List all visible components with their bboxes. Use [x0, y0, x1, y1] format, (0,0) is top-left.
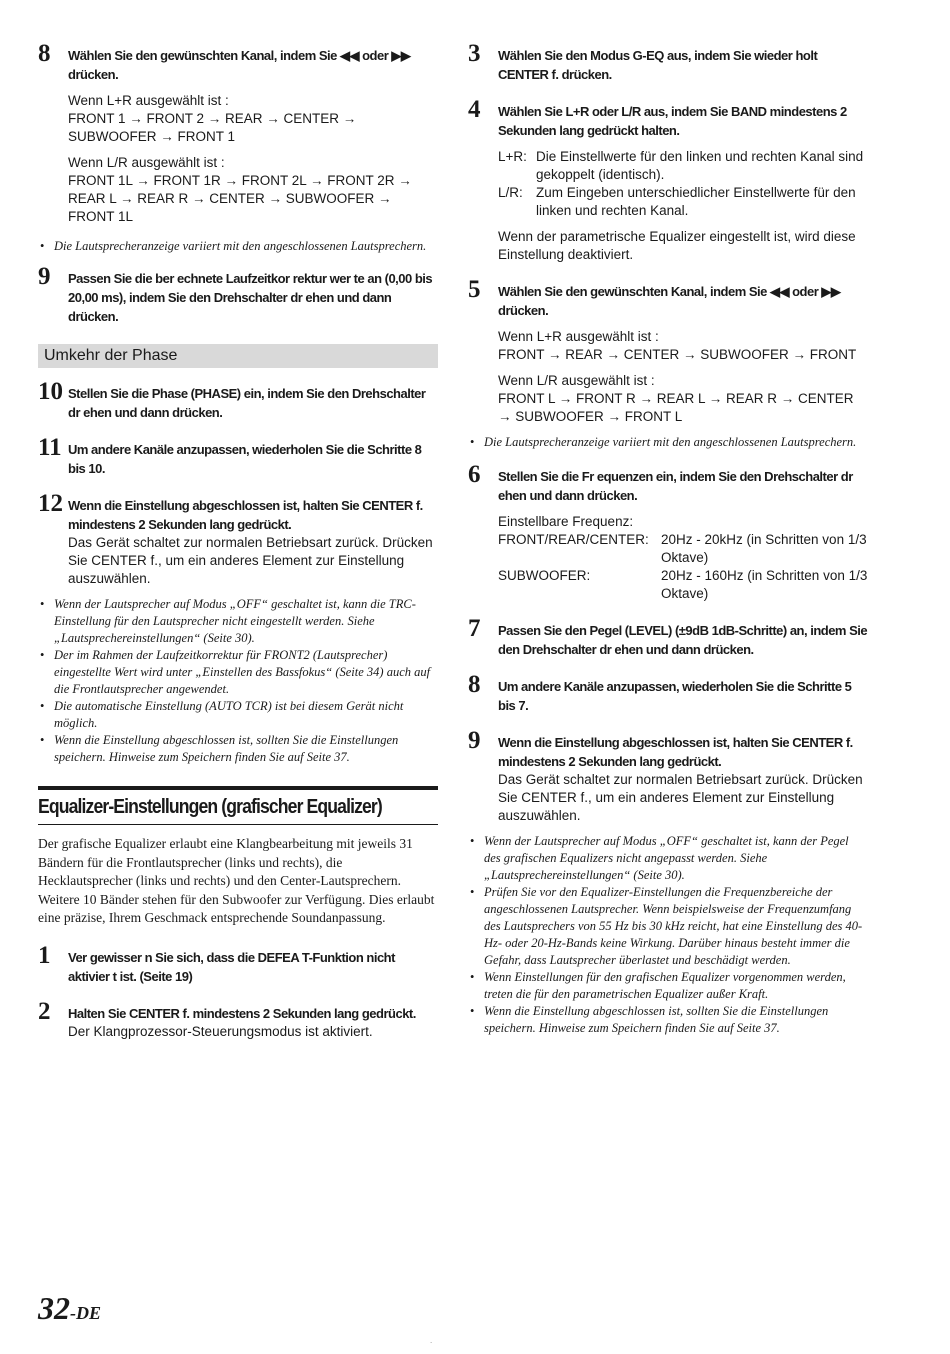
step-title: Wählen Sie L+R oder L/R aus, indem Sie BAND mindestens 2 Sekunden lang gedrückt halten.	[498, 104, 847, 138]
frequency-row	[498, 531, 868, 567]
step-number: 12	[38, 490, 63, 517]
note-item: • Wenn die Einstellung abgeschlossen ist, sollten Sie die Einstellungen speichern. Hinweise zum Speichern finden Sie auf Seite 37.	[468, 1003, 868, 1037]
left-column	[38, 40, 438, 1059]
step-title: Um andere Kanäle anzupassen, wiederholen Sie die Schritte 8 bis 10.	[68, 442, 422, 476]
section-title	[38, 786, 438, 825]
step-title: Wählen Sie den Modus G-EQ aus, indem Sie wieder holt CENTER f. drücken.	[498, 48, 818, 82]
page-number-value: 32	[38, 1290, 70, 1326]
step-number: 4	[468, 96, 481, 123]
step-title: Wählen Sie den gewünschten Kanal, indem Sie ◀◀ oder ▶▶ drücken.	[498, 284, 841, 318]
frequency-value: 20Hz - 20kHz (in Schritten von 1/3 Oktave)	[661, 532, 867, 565]
step-text	[68, 92, 438, 146]
right-column	[468, 40, 868, 1049]
option-value: Die Einstellwerte für den linken und rechten Kanal sind gekoppelt (identisch).	[536, 149, 864, 182]
step-title: Passen Sie die ber echnete Laufzeitkor rektur wer te an (0,00 bis 20,00 ms), indem Sie den Drehschalter dr ehen und dann drücken.	[68, 271, 433, 324]
step-number: 2	[38, 997, 51, 1025]
step-text	[498, 328, 868, 364]
step-text: Wenn der parametrische Equalizer eingestellt ist, wird diese Einstellung deaktiviert.	[498, 229, 856, 262]
lr-sequence: FRONT 1 → FRONT 2 → REAR → CENTER → SUBWOOFER → FRONT 1	[68, 111, 357, 144]
footer-mark: .	[430, 1336, 433, 1345]
step-title: Ver gewisser n Sie sich, dass die DEFEA T-Funktion nicht aktivier t ist. (Seite 19)	[68, 949, 395, 984]
step-7	[468, 615, 868, 659]
note-item: • Der im Rahmen der Laufzeitkorrektur für FRONT2 (Lautsprecher) eingestellte Wert wird unter „Einstellen des Bassfokus“ (Seite 34) auch auf die Frontlautsprecher angewendet.	[38, 647, 438, 698]
step-number: 8	[38, 40, 51, 67]
step-title: Passen Sie den Pegel (LEVEL) (±9dB 1dB-Schritte) an, indem Sie den Drehschalter dr ehen und dann drücken.	[498, 623, 868, 657]
note-item: • Die automatische Einstellung (AUTO TCR) ist bei diesem Gerät nicht möglich.	[38, 698, 438, 732]
step-5	[468, 276, 868, 426]
step-11	[38, 434, 438, 478]
step-title: Wenn die Einstellung abgeschlossen ist, halten Sie CENTER f. mindestens 2 Sekunden lang gedrückt.	[498, 735, 853, 769]
step-number: 3	[468, 40, 481, 67]
step-8-right	[468, 671, 868, 715]
step-4	[468, 96, 868, 264]
step-title: Halten Sie CENTER f. mindestens 2 Sekunden lang gedrückt.	[68, 1005, 416, 1021]
page-number	[38, 1290, 101, 1327]
intro-paragraph: Der grafische Equalizer erlaubt eine Klangbearbeitung mit jeweils 31 Bändern für die Frontlautsprecher (links und rechts), die Hecklautsprecher (links und rechts) und den Center-Lautsprechern. Weitere 10 Bänder stehen für den Subwoofer zur Verfügung. Dies erlaubt eine präzise, Ihrem Geschmack entsprechende Soundanpassung.	[38, 836, 435, 925]
step-text: Der Klangprozessor-Steuerungsmodus ist aktiviert.	[68, 1023, 373, 1039]
step-title: Wenn die Einstellung abgeschlossen ist, halten Sie CENTER f. mindestens 2 Sekunden lang gedrückt.	[68, 498, 423, 532]
step-title: Um andere Kanäle anzupassen, wiederholen Sie die Schritte 5 bis 7.	[498, 679, 852, 713]
step-title: Stellen Sie die Phase (PHASE) ein, indem Sie den Drehschalter dr ehen und dann drücken.	[68, 386, 426, 420]
option-value: Zum Eingeben unterschiedlicher Einstellwerte für den linken und rechten Kanal.	[536, 185, 856, 218]
step-2	[38, 997, 438, 1041]
step-1	[38, 941, 438, 986]
step-title: Wählen Sie den gewünschten Kanal, indem Sie ◀◀ oder ▶▶ drücken.	[68, 48, 411, 82]
option-key: L/R:	[498, 185, 523, 200]
l-r-sequence: FRONT L → FRONT R → REAR L → REAR R → CENTER → SUBWOOFER → FRONT L	[498, 391, 854, 424]
step-text	[68, 154, 438, 226]
notes-d	[468, 833, 868, 1037]
step-8-left	[38, 40, 438, 226]
step-number: 6	[468, 461, 481, 488]
lr-label: Wenn L+R ausgewählt ist :	[68, 93, 229, 108]
step-number: 9	[468, 727, 481, 754]
note-item: • Die Lautsprecheranzeige variiert mit den angeschlossenen Lautsprechern.	[38, 238, 438, 255]
note-item: • Prüfen Sie vor den Equalizer-Einstellungen die Frequenzbereiche der angeschlossenen Lautsprecher. Wenn beispielsweise der Frequenzumfang des Lautsprechers von 55 Hz bis 30 kHz reicht, hat eine Einstellung des 40-Hz- oder 20-Hz-Bands keine Wirkung. Darüber hinaus besteht immer die Gefahr, dass Lautsprecher überlastet und beschädigt werden.	[468, 884, 868, 969]
step-6	[468, 461, 868, 603]
frequency-value: 20Hz - 160Hz (in Schritten von 1/3 Oktave)	[661, 568, 868, 601]
subhead-phase: Umkehr der Phase	[38, 344, 438, 368]
l-r-sequence: FRONT 1L → FRONT 1R → FRONT 2L → FRONT 2R → REAR L → REAR R → CENTER → SUBWOOFER → FRONT 1L	[68, 173, 412, 224]
frequency-block	[498, 513, 868, 603]
frequency-key: SUBWOOFER:	[498, 568, 591, 583]
page-language-suffix: -DE	[70, 1303, 101, 1323]
step-text	[498, 372, 868, 426]
note-item: • Wenn der Lautsprecher auf Modus „OFF“ geschaltet ist, kann der Pegel des grafischen Equalizers nicht angepasst werden. Siehe „Lautsprechereinstellungen“ (Seite 30).	[468, 833, 868, 884]
section-title-text: Equalizer-Einstellungen (grafischer Equalizer)	[38, 796, 382, 818]
step-text: Das Gerät schaltet zur normalen Betriebsart zurück. Drücken Sie CENTER f., um ein anderes Element zur Einstellung auszuwählen.	[498, 772, 863, 823]
note-item: • Die Lautsprecheranzeige variiert mit den angeschlossenen Lautsprechern.	[468, 434, 868, 451]
step-10	[38, 378, 438, 422]
l-r-label: Wenn L/R ausgewählt ist :	[68, 155, 225, 170]
step-9-right	[468, 727, 868, 825]
frequency-key: FRONT/REAR/CENTER:	[498, 532, 649, 547]
step-number: 1	[38, 941, 51, 969]
lr-sequence: FRONT → REAR → CENTER → SUBWOOFER → FRONT	[498, 347, 857, 362]
frequency-row	[498, 567, 868, 603]
step-9-left	[38, 263, 438, 326]
lr-label: Wenn L+R ausgewählt ist :	[498, 329, 659, 344]
notes-b	[38, 596, 438, 766]
option-pair	[498, 184, 868, 220]
option-key: L+R:	[498, 149, 527, 164]
step-12	[38, 490, 438, 588]
note-item: • Wenn die Einstellung abgeschlossen ist, sollten Sie die Einstellungen speichern. Hinweise zum Speichern finden Sie auf Seite 37.	[38, 732, 438, 766]
step-number: 7	[468, 615, 481, 642]
step-3	[468, 40, 868, 84]
note-item: • Wenn der Lautsprecher auf Modus „OFF“ geschaltet ist, kann die TRC-Einstellung für den Lautsprecher nicht eingestellt werden. Siehe „Lautsprechereinstellungen“ (Seite 30).	[38, 596, 438, 647]
frequency-label: Einstellbare Frequenz:	[498, 514, 634, 529]
note-item: • Wenn Einstellungen für den grafischen Equalizer vorgenommen werden, treten die für den parametrischen Equalizer außer Kraft.	[468, 969, 868, 1003]
notes-c	[468, 434, 868, 451]
step-number: 8	[468, 671, 481, 698]
step-number: 10	[38, 378, 63, 405]
option-pair	[498, 148, 868, 184]
step-number: 9	[38, 263, 51, 290]
l-r-label: Wenn L/R ausgewählt ist :	[498, 373, 655, 388]
notes-a	[38, 238, 438, 255]
step-title: Stellen Sie die Fr equenzen ein, indem Sie den Drehschalter dr ehen und dann drücken.	[498, 469, 853, 503]
step-number: 5	[468, 276, 481, 303]
step-text: Das Gerät schaltet zur normalen Betriebsart zurück. Drücken Sie CENTER f., um ein anderes Element zur Einstellung auszuwählen.	[68, 535, 433, 586]
step-number: 11	[38, 434, 62, 461]
